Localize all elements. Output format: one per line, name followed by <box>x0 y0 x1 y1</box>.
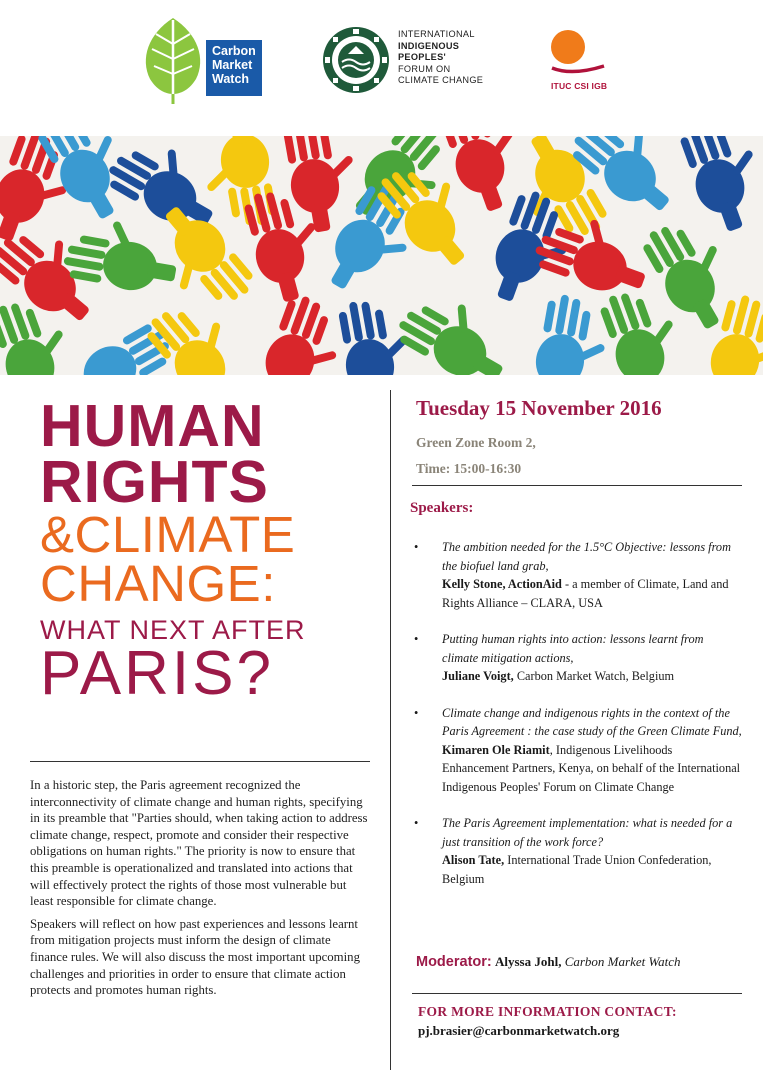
speaker-topic: The ambition needed for the 1.5°C Objective: lessons from the biofuel land grab, <box>442 540 731 573</box>
moderator-label: Moderator: <box>416 954 492 970</box>
event-description <box>30 777 368 1005</box>
headline-human: HUMAN <box>40 393 265 459</box>
speaker-name: Juliane Voigt, <box>442 669 514 683</box>
list-item <box>412 814 742 888</box>
headline-what-next: WHAT NEXT AFTER <box>40 615 306 645</box>
divider <box>412 993 742 994</box>
ituc-emblem-icon <box>548 28 608 80</box>
event-time: Time: 15:00-16:30 <box>416 461 522 476</box>
description-paragraph: Speakers will reflect on how past experiences and lessons learnt from mitigation projects must inform the design of climate finance rules. We will also discuss the most important upcoming challenges and priorities in order to ensure that climate action protects and promotes human rights. <box>30 916 360 998</box>
speakers-heading: Speakers: <box>410 500 474 516</box>
moderator-org: Carbon Market Watch <box>564 954 681 969</box>
logo-bar <box>0 0 763 130</box>
carbon-market-watch-logo <box>138 14 263 106</box>
divider <box>30 761 370 762</box>
bullet-icon: • <box>414 816 419 830</box>
event-date: Tuesday 15 November 2016 <box>416 396 662 420</box>
event-room: Green Zone Room 2, <box>416 435 536 450</box>
iipfcc-logo <box>322 26 502 96</box>
contact-email-link[interactable]: pj.brasier@carbonmarketwatch.org <box>418 1023 620 1038</box>
speaker-affiliation: - a member of Climate, Land and Rights Alliance – CLARA, USA <box>442 577 729 610</box>
speaker-affiliation: , Indigenous Livelihoods Enhancement Partners, Kenya, on behalf of the International Indigenous Peoples' Forum on Climate Change <box>442 742 741 794</box>
speaker-topic: Putting human rights into action: lessons learnt from climate mitigation actions, <box>442 632 704 665</box>
speaker-name: Kelly Stone, ActionAid <box>442 577 562 591</box>
event-headline <box>40 393 370 708</box>
moderator-name: Alyssa Johl, <box>494 954 562 969</box>
handprints-banner <box>0 136 763 375</box>
moderator <box>416 954 681 970</box>
list-item <box>412 630 742 686</box>
cmw-wordmark: Carbon Market Watch <box>206 40 262 96</box>
contact-heading: FOR MORE INFORMATION CONTACT: <box>418 1004 677 1019</box>
iipfcc-wordmark: INTERNATIONAL INDIGENOUS PEOPLES' FORUM ON CLIMATE CHANGE <box>398 29 484 85</box>
ituc-wordmark: ITUC CSI IGB <box>551 81 608 91</box>
event-venue <box>416 430 536 482</box>
speaker-topic: The Paris Agreement implementation: what is needed for a just transition of the work force? <box>442 816 733 849</box>
leaf-icon <box>138 14 208 106</box>
speakers-list <box>412 538 742 906</box>
ituc-logo <box>548 28 608 98</box>
headline-paris: PARIS? <box>40 639 274 708</box>
list-item <box>412 538 742 612</box>
bullet-icon: • <box>414 540 419 554</box>
speaker-topic: Climate change and indigenous rights in the context of the Paris Agreement : the case study of the Green Climate Fund, <box>442 705 742 738</box>
list-item <box>412 704 742 797</box>
headline-change: CHANGE: <box>40 555 276 612</box>
handprints-image <box>0 136 763 375</box>
description-paragraph: In a historic step, the Paris agreement recognized the interconnectivity of climate change and human rights, specifying in its preamble that "Parties should, when taking action to address climate change, respect, promote and consider their respective obligations on human rights." The priority is now to ensure that this preamble is operationalized and translated into actions that will effectively protect the rights of those most vulnerable but least responsible for climate change. <box>30 778 368 909</box>
speaker-name: Kimaren Ole Riamit <box>442 742 550 757</box>
headline-climate: &CLIMATE <box>40 506 296 563</box>
bullet-icon: • <box>414 632 419 646</box>
headline-rights: RIGHTS <box>40 449 269 515</box>
forum-emblem-icon <box>322 26 390 94</box>
speaker-affiliation: Carbon Market Watch, Belgium <box>513 669 675 683</box>
speaker-affiliation: International Trade Union Confederation, Belgium <box>442 853 712 886</box>
speaker-name: Alison Tate, <box>442 853 505 867</box>
column-divider <box>390 390 391 1070</box>
bullet-icon: • <box>414 705 419 720</box>
divider <box>412 485 742 486</box>
